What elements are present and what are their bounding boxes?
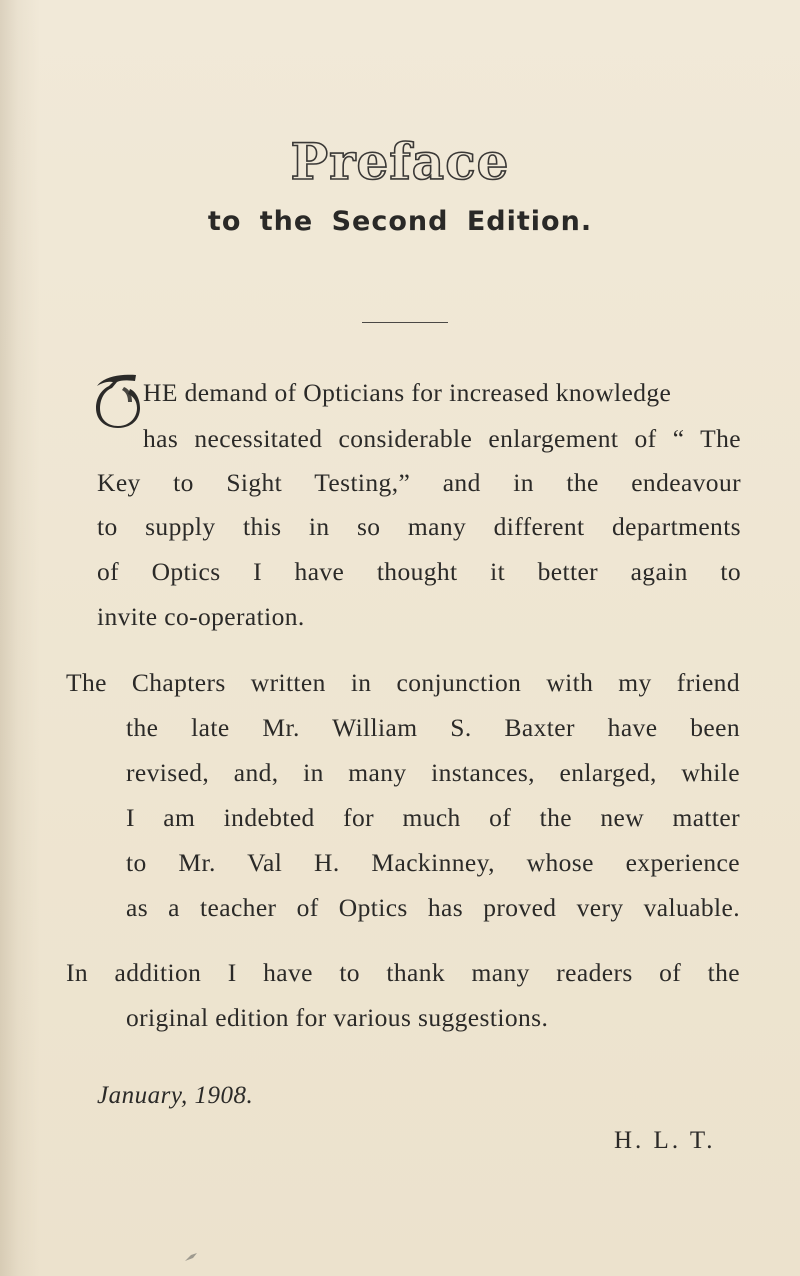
paragraph-1-line-3: Key to Sight Testing,” and in the endeavour	[97, 468, 741, 497]
page-title: Preface	[290, 132, 510, 191]
paragraph-3-line-2: original edition for various suggestions.	[126, 1003, 549, 1032]
paragraph-2-line-2: the late Mr. William S. Baxter have been	[126, 713, 740, 742]
drop-cap-t-ornament	[94, 372, 140, 428]
paragraph-2-line-6: as a teacher of Optics has proved very valuable.	[126, 893, 740, 922]
ink-speck-mark	[184, 1252, 198, 1262]
paragraph-1-line-5: of Optics I have thought it better again to	[97, 557, 741, 586]
paragraph-1-line-4: to supply this in so many different departments	[97, 512, 741, 541]
title-divider-rule	[362, 322, 448, 323]
paragraph-2-line-3: revised, and, in many instances, enlarged, while	[126, 758, 740, 787]
signature-initials: H. L. T.	[614, 1127, 716, 1154]
paragraph-1-line-6: invite co-operation.	[97, 602, 305, 631]
paragraph-2-line-4: I am indebted for much of the new matter	[126, 803, 740, 832]
paragraph-3-line-1: In addition I have to thank many readers of the	[66, 958, 740, 987]
paragraph-2-line-5: to Mr. Val H. Mackinney, whose experience	[126, 848, 740, 877]
signature-date: January, 1908.	[97, 1082, 254, 1109]
paragraph-2-line-1: The Chapters written in conjunction with my friend	[66, 668, 740, 697]
page-subtitle: to the Second Edition.	[207, 206, 593, 237]
paragraph-1-line-1: HE demand of Opticians for increased knowledge	[143, 378, 672, 407]
paragraph-1-line-2: has necessitated considerable enlargement of “ The	[143, 424, 741, 453]
